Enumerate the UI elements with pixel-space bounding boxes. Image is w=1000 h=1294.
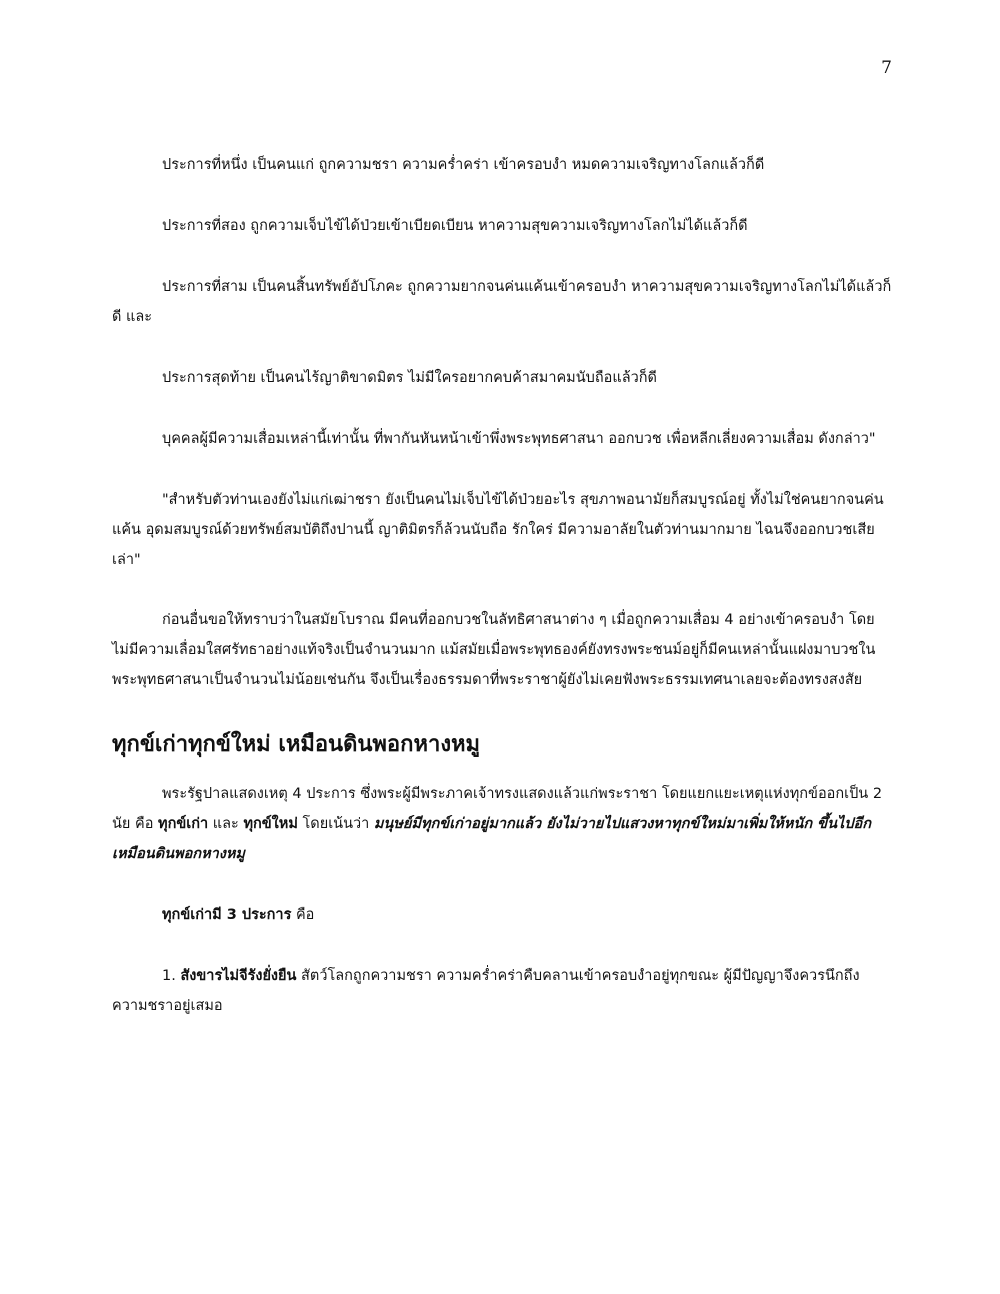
paragraph-first-reason: ประการที่หนึ่ง เป็นคนแก่ ถูกความชรา ความคร่ำคร่า เข้าครอบงำ หมดความเจริญทางโลกแล้วก็ดี xyxy=(162,157,765,173)
term-new-suffering: ทุกข์ใหม่ xyxy=(243,816,298,832)
paragraph-question-quote: "สำหรับตัวท่านเองยังไม่แก่เฒ่าชรา ยังเป็นคนไม่เจ็บไข้ได้ป่วยอะไร สุขภาพอนามัยก็สมบูรณ์อยู่ ทั้งไม่ใช่คนยากจนค่นแค้น อุดมสมบูรณ์ด้วยทรัพย์สมบัติถึงปานนี้ ญาติมิตรก็ล้วนนับถือ รักใคร่ มีความอาลัยในตัวท่านมากมาย ไฉนจึงออกบวชเสียเล่า" xyxy=(112,492,884,568)
paragraph-third-reason: ประการที่สาม เป็นคนสิ้นทรัพย์อัปโภคะ ถูกความยากจนค่นแค้นเข้าครอบงำ หาความสุขความเจริญทางโลกไม่ได้แล้วก็ดี และ xyxy=(112,279,892,325)
conjunction-text: และ xyxy=(208,816,244,832)
list-item-text: สัตว์โลกถูกความชรา ความคร่ำคร่าคืบคลานเข้าครอบงำอยู่ทุกขณะ ผู้มีปัญญาจึงควรนึกถึงความชราอยู่เสมอ xyxy=(112,968,860,1014)
paragraph-section-intro xyxy=(112,779,894,869)
paragraph-conclusion-quote: บุคคลผู้มีความเสื่อมเหล่านี้เท่านั้น ที่พากันหันหน้าเข้าพึ่งพระพุทธศาสนา ออกบวช เพื่อหลีกเลี่ยงความเสื่อม ดังกล่าว" xyxy=(162,431,876,447)
old-suffering-suffix: คือ xyxy=(291,907,315,923)
emphasis-text: มนุษย์มีทุกข์เก่าอยู่มากแล้ว ยังไม่วายไปแสวงหาทุกข์ใหม่มาเพิ่มให้หนัก ขึ้นไปอีก เหมือนดินพอกหางหมู xyxy=(112,816,871,862)
paragraph-last-reason: ประการสุดท้าย เป็นคนไร้ญาติขาดมิตร ไม่มีใครอยากคบค้าสมาคมนับถือแล้วก็ดี xyxy=(162,370,657,386)
document-body xyxy=(112,150,894,1021)
paragraph-second-reason: ประการที่สอง ถูกความเจ็บไข้ได้ป่วยเข้าเบียดเบียน หาความสุขความเจริญทางโลกไม่ได้แล้วก็ดี xyxy=(162,218,748,234)
paragraph-old-suffering-label xyxy=(112,900,894,930)
old-suffering-label: ทุกข์เก่ามี 3 ประการ xyxy=(162,907,292,923)
section-heading: ทุกข์เก่าทุกข์ใหม่ เหมือนดินพอกหางหมู xyxy=(112,732,481,757)
list-item-1 xyxy=(112,961,894,1021)
term-old-suffering: ทุกข์เก่า xyxy=(158,816,209,832)
page-number: 7 xyxy=(881,58,892,78)
intro-text: พระรัฐปาลแสดงเหตุ 4 ประการ ซึ่งพระผู้มีพระภาคเจ้าทรงแสดงแล้วแก่พระราชา โดยแยกแยะเหตุแห่งทุกข์ออกเป็น 2 นัย คือ xyxy=(112,786,883,832)
list-item-number: 1. xyxy=(162,968,181,984)
list-item-title: สังขารไม่จีรังยั่งยืน xyxy=(180,968,297,984)
emphasis-lead-text: โดยเน้นว่า xyxy=(297,816,374,832)
paragraph-explanation: ก่อนอื่นขอให้ทราบว่าในสมัยโบราณ มีคนที่ออกบวชในลัทธิศาสนาต่าง ๆ เมื่อถูกความเสื่อม 4 อย่างเข้าครอบงำ โดยไม่มีความเลื่อมใสศรัทธาอย่างแท้จริงเป็นจำนวนมาก แม้สมัยเมื่อพระพุทธองค์ยังทรงพระชนม์อยู่ก็มีคนเหล่านั้นแฝงมาบวชในพระพุทธศาสนาเป็นจำนวนไม่น้อยเช่นกัน จึงเป็นเรื่องธรรมดาที่พระราชาผู้ยังไม่เคยฟังพระธรรมเทศนาเลยจะต้องทรงสงสัย xyxy=(112,612,876,688)
